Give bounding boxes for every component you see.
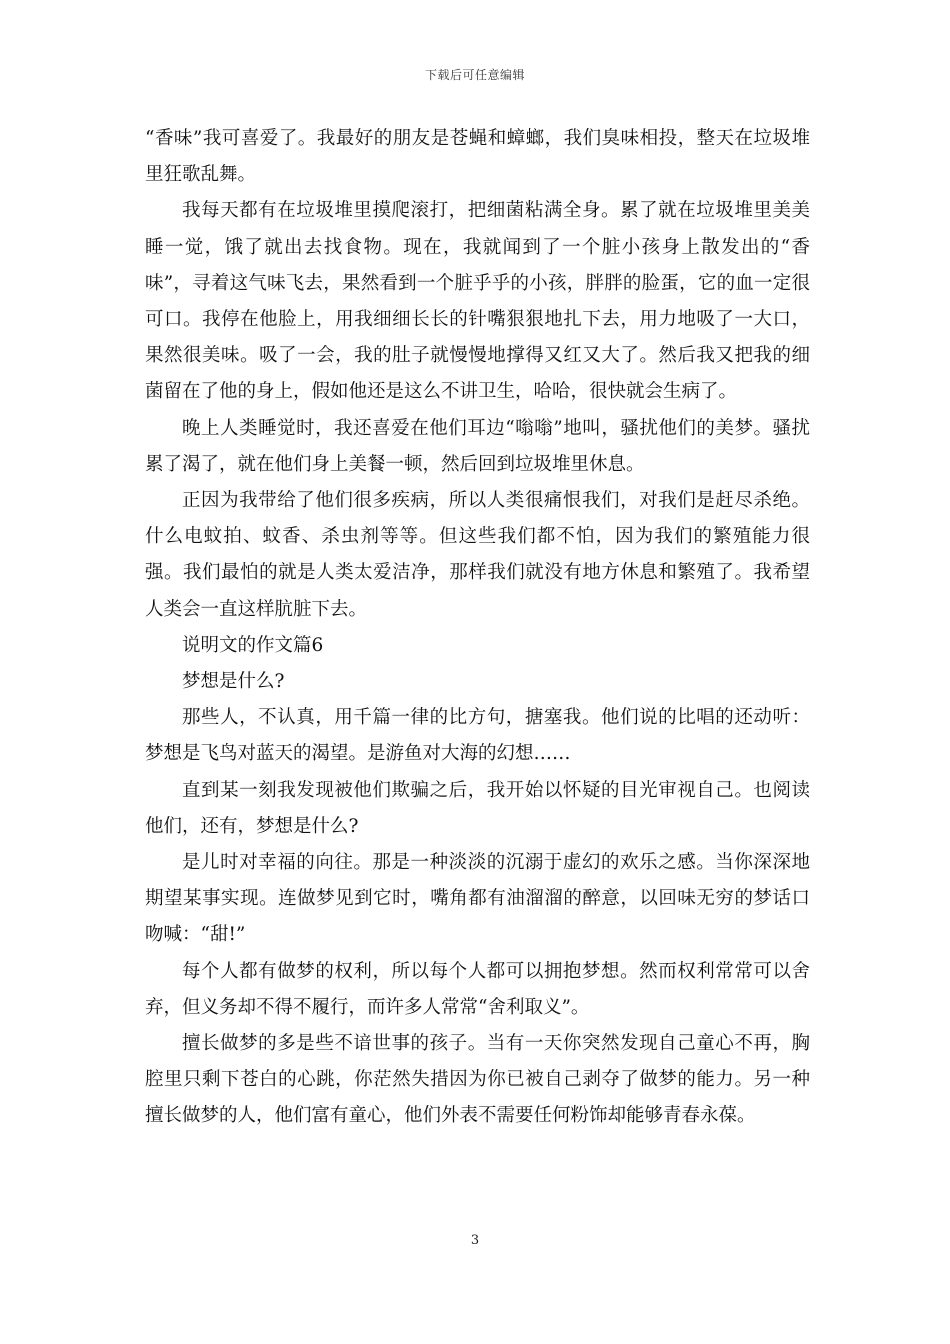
page-number: 3	[470, 1233, 480, 1248]
paragraph-8: 直到某一刻我发现被他们欺骗之后，我开始以怀疑的目光审视自己。也阅读他们，还有，梦想是什么?	[145, 779, 810, 837]
paragraph-6: 梦想是什么?	[182, 671, 285, 693]
paragraph-9: 是儿时对幸福的向往。那是一种淡淡的沉溺于虚幻的欢乐之感。当你深深地期望某事实现。连做梦见到它时，嘴角都有油溜溜的醉意，以回味无穷的梦话口吻喊：“甜!”	[145, 852, 810, 946]
paragraph-2: 我每天都有在垃圾堆里摸爬滚打，把细菌粘满全身。累了就在垃圾堆里美美睡一觉，饿了就出去找食物。现在，我就闻到了一个脏小孩身上散发出的“香味”，寻着这气味飞去，果然看到一个脏乎乎的小孩，胖胖的脸蛋，它的血一定很可口。我停在他脸上，用我细细长长的针嘴狠狠地扎下去，用力地吸了一大口，果然很美味。吸了一会，我的肚子就慢慢地撑得又红又大了。然后我又把我的细菌留在了他的身上，假如他还是这么不讲卫生，哈哈，很快就会生病了。	[145, 200, 810, 403]
paragraph-4: 正因为我带给了他们很多疾病，所以人类很痛恨我们，对我们是赶尽杀绝。什么电蚊拍、蚊香、杀虫剂等等。但这些我们都不怕，因为我们的繁殖能力很强。我们最怕的就是人类太爱洁净，那样我们就没有地方休息和繁殖了。我希望人类会一直这样肮脏下去。	[145, 490, 810, 620]
paragraph-11: 擅长做梦的多是些不谙世事的孩子。当有一天你突然发现自己童心不再，胸腔里只剩下苍白的心跳，你茫然失措因为你已被自己剥夺了做梦的能力。另一种擅长做梦的人，他们富有童心，他们外表不需要任何粉饰却能够青春永葆。	[145, 1033, 810, 1127]
paragraph-7: 那些人，不认真，用千篇一律的比方句，搪塞我。他们说的比唱的还动听：梦想是飞鸟对蓝天的渴望。是游鱼对大海的幻想……	[145, 707, 810, 765]
page-header: 下载后可任意编辑	[424, 68, 525, 82]
section-heading: 说明文的作文篇6	[182, 634, 324, 656]
paragraph-10: 每个人都有做梦的权利，所以每个人都可以拥抱梦想。然而权利常常可以舍弃，但义务却不得不履行，而许多人常常“舍利取义”。	[145, 960, 810, 1018]
paragraph-3: 晚上人类睡觉时，我还喜爱在他们耳边“嗡嗡”地叫，骚扰他们的美梦。骚扰累了渴了，就在他们身上美餐一顿，然后回到垃圾堆里休息。	[145, 417, 810, 475]
paragraph-1: “香味”我可喜爱了。我最好的朋友是苍蝇和蟑螂，我们臭味相投，整天在垃圾堆里狂歌乱舞。	[145, 128, 810, 186]
document-body	[145, 121, 810, 1135]
